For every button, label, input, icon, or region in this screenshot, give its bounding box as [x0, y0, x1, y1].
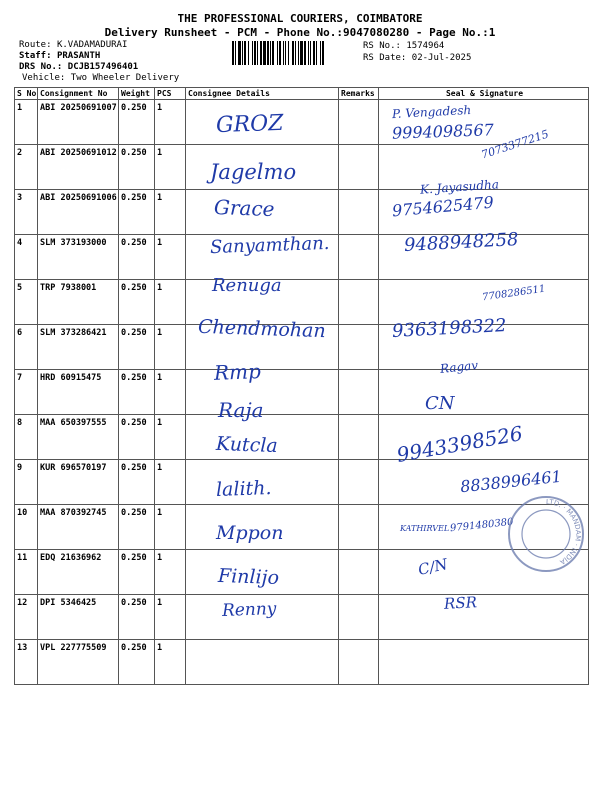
column-header: Seal & Signature: [379, 88, 589, 100]
consignment-cell: ABI 20250691012: [38, 145, 119, 190]
pcs-cell: 1: [155, 190, 186, 235]
svg-text:LTD. · MANDAM · INDIA: LTD. · MANDAM · INDIA: [545, 497, 583, 567]
consignee-details-cell: [186, 595, 339, 640]
consignment-cell: TRP 7938001: [38, 280, 119, 325]
consignment-cell: VPL 227775509: [38, 640, 119, 685]
barcode-bar: [285, 41, 286, 65]
vehicle-value: Two Wheeler Delivery: [70, 73, 180, 83]
barcode-bar: [263, 41, 266, 65]
consignee-signature: Chendmohan: [197, 315, 327, 343]
weight-cell: 0.250: [119, 370, 155, 415]
sno-cell: 11: [15, 550, 38, 595]
pcs-cell: 1: [155, 370, 186, 415]
barcode-bar: [248, 41, 249, 65]
consignee-signature: Grace: [213, 194, 275, 222]
table-row: [15, 595, 589, 640]
consignment-cell: HRD 60915475: [38, 370, 119, 415]
route-label: Route:: [19, 40, 52, 50]
weight-cell: 0.250: [119, 325, 155, 370]
consignee-details-cell: [186, 145, 339, 190]
rs-no-line: [363, 41, 444, 51]
column-header: S No: [15, 88, 38, 100]
barcode-bar: [257, 41, 258, 65]
consignee-signature: lalith.: [215, 477, 272, 501]
table-row: [15, 550, 589, 595]
weight-cell: 0.250: [119, 640, 155, 685]
drs-label: DRS No.:: [19, 62, 63, 72]
seal-signature-cell: [379, 370, 589, 415]
rs-date-label: RS Date:: [363, 53, 407, 63]
table-row: [15, 460, 589, 505]
column-header: Consignment No: [38, 88, 119, 100]
drs-value: DCJB157496401: [67, 62, 139, 72]
pcs-cell: 1: [155, 595, 186, 640]
barcode-bar: [322, 41, 324, 65]
column-header: Consignee Details: [186, 88, 339, 100]
pcs-cell: 1: [155, 145, 186, 190]
column-header: Weight: [119, 88, 155, 100]
barcode-bar: [304, 41, 306, 65]
barcode-bar: [260, 41, 262, 65]
sno-cell: 3: [15, 190, 38, 235]
consignee-details-cell: [186, 640, 339, 685]
company-seal-stamp: [506, 494, 586, 574]
pcs-cell: 1: [155, 460, 186, 505]
seal-signature-mark: KATHIRVEL: [400, 524, 450, 533]
rs-no-label: RS No.:: [363, 41, 401, 51]
sno-cell: 6: [15, 325, 38, 370]
barcode-bar: [320, 41, 321, 65]
consignment-cell: DPI 5346425: [38, 595, 119, 640]
consignee-signature: Jagelmo: [210, 160, 297, 184]
consignment-cell: ABI 20250691007: [38, 100, 119, 145]
remarks-cell: [339, 370, 379, 415]
table-row: [15, 145, 589, 190]
consignee-signature: Finlijo: [217, 564, 280, 590]
consignee-details-cell: [186, 232, 339, 280]
consignee-signature: GROZ: [215, 110, 284, 139]
sno-cell: 2: [15, 145, 38, 190]
pcs-cell: 1: [155, 235, 186, 280]
table-row: [15, 505, 589, 550]
pcs-cell: 1: [155, 415, 186, 460]
barcode-bar: [288, 41, 289, 65]
barcode-bar: [316, 41, 317, 65]
table-row: [15, 280, 589, 325]
barcode-bar: [308, 41, 309, 65]
consignee-details-cell: [186, 550, 339, 595]
runsheet-subtitle: Delivery Runsheet - PCM - Phone No.:9047080280 - Page No.:1: [104, 26, 496, 39]
table-row: [15, 415, 589, 460]
staff-line: [19, 51, 100, 61]
table-row: [15, 235, 589, 280]
seal-signature-mark: 7708286511: [481, 283, 547, 304]
barcode-bar: [283, 41, 284, 65]
sno-cell: 7: [15, 370, 38, 415]
consignee-details-cell: [186, 100, 339, 145]
column-header: PCS: [155, 88, 186, 100]
barcode: [232, 41, 356, 65]
consignee-details-cell: [186, 415, 339, 460]
remarks-cell: [339, 550, 379, 595]
consignment-cell: ABI 20250691006: [38, 190, 119, 235]
remarks-cell: [339, 145, 379, 190]
barcode-bar: [232, 41, 234, 65]
barcode-bar: [279, 41, 281, 65]
consignee-signature: Rmp: [213, 359, 262, 385]
company-title: THE PROFESSIONAL COURIERS, COIMBATORE: [177, 12, 423, 25]
sno-cell: 1: [15, 100, 38, 145]
remarks-cell: [339, 415, 379, 460]
weight-cell: 0.250: [119, 415, 155, 460]
remarks-cell: [339, 190, 379, 235]
barcode-bar: [310, 41, 311, 65]
weight-cell: 0.250: [119, 460, 155, 505]
seal-signature-cell: [379, 415, 589, 460]
consignee-signature: Raja: [218, 398, 264, 422]
sno-cell: 13: [15, 640, 38, 685]
barcode-bar: [272, 41, 274, 65]
barcode-bar: [313, 41, 315, 65]
seal-signature-mark: 9363198322: [391, 315, 508, 342]
consignee-details-cell: [186, 505, 339, 550]
barcode-bar: [244, 41, 246, 65]
seal-signature-mark: 7073377215: [479, 127, 551, 162]
staff-label: Staff:: [19, 51, 52, 61]
barcode-bar: [300, 41, 303, 65]
barcode-bar: [295, 41, 296, 65]
table-row: [15, 190, 589, 235]
consignee-details-cell: [186, 190, 339, 235]
remarks-cell: [339, 460, 379, 505]
seal-signature-mark: RSR: [443, 593, 478, 613]
seal-signature-cell: [379, 280, 589, 325]
vehicle-label: Vehicle:: [22, 73, 66, 83]
barcode-bar: [242, 41, 243, 65]
consignee-signature: Sanyamthan.: [209, 232, 330, 259]
sno-cell: 4: [15, 235, 38, 280]
table-row: [15, 370, 589, 415]
seal-signature-cell: [379, 235, 589, 280]
weight-cell: 0.250: [119, 550, 155, 595]
vehicle-line: [22, 73, 179, 83]
seal-signature-mark: CN: [425, 393, 455, 414]
consignee-details-cell: [186, 460, 339, 505]
pcs-cell: 1: [155, 550, 186, 595]
table-row: [15, 100, 589, 145]
consignment-cell: SLM 373193000: [38, 235, 119, 280]
barcode-bar: [298, 41, 299, 65]
consignment-cell: MAA 870392745: [38, 505, 119, 550]
remarks-cell: [339, 325, 379, 370]
remarks-cell: [339, 235, 379, 280]
barcode-bar: [254, 41, 256, 65]
runsheet-table: [14, 87, 589, 685]
consignee-signature: Mppon: [216, 522, 284, 544]
rs-date-line: [363, 53, 471, 63]
consignee-signature: Renny: [221, 599, 277, 621]
weight-cell: 0.250: [119, 190, 155, 235]
consignee-details-cell: [186, 280, 339, 325]
barcode-bar: [252, 41, 253, 65]
consignment-cell: MAA 650397555: [38, 415, 119, 460]
barcode-bar: [238, 41, 241, 65]
rs-no-value: 1574964: [406, 41, 445, 51]
barcode-bar: [277, 41, 278, 65]
remarks-cell: [339, 100, 379, 145]
consignee-signature: Kutcla: [215, 432, 279, 458]
route-line: [19, 40, 127, 50]
seal-signature-cell: [379, 325, 589, 370]
seal-signature-cell: [379, 595, 589, 640]
rs-date-value: 02-Jul-2025: [411, 53, 472, 63]
column-header: Remarks: [339, 88, 379, 100]
consignment-cell: EDQ 21636962: [38, 550, 119, 595]
pcs-cell: 1: [155, 100, 186, 145]
weight-cell: 0.250: [119, 100, 155, 145]
seal-signature-mark: 9754625479: [391, 192, 495, 221]
seal-signature-mark: 9791480380: [449, 516, 515, 535]
sno-cell: 8: [15, 415, 38, 460]
consignee-signature: Renuga: [212, 275, 282, 296]
seal-signature-mark: K. Jayasudha: [419, 177, 500, 197]
remarks-cell: [339, 595, 379, 640]
table-header-row: [15, 88, 589, 100]
pcs-cell: 1: [155, 505, 186, 550]
seal-signature-cell: [379, 640, 589, 685]
seal-signature-mark: 8838996461: [459, 466, 563, 497]
weight-cell: 0.250: [119, 505, 155, 550]
pcs-cell: 1: [155, 640, 186, 685]
drs-line: [19, 62, 138, 72]
seal-signature-cell: [379, 100, 589, 145]
pcs-cell: 1: [155, 325, 186, 370]
route-value: K.VADAMADURAI: [56, 40, 128, 50]
remarks-cell: [339, 505, 379, 550]
consignee-details-cell: [186, 370, 339, 415]
seal-signature-mark: Ragav: [439, 358, 479, 376]
barcode-bar: [267, 41, 269, 65]
consignment-cell: KUR 696570197: [38, 460, 119, 505]
remarks-cell: [339, 640, 379, 685]
sno-cell: 5: [15, 280, 38, 325]
sno-cell: 12: [15, 595, 38, 640]
table-row: [15, 640, 589, 685]
barcode-bar: [292, 41, 294, 65]
staff-value: PRASANTH: [56, 51, 101, 61]
sno-cell: 10: [15, 505, 38, 550]
weight-cell: 0.250: [119, 235, 155, 280]
seal-signature-cell: [379, 145, 589, 190]
remarks-cell: [339, 280, 379, 325]
barcode-bar: [235, 41, 236, 65]
barcode-bar: [270, 41, 271, 65]
table-row: [15, 325, 589, 370]
consignment-cell: SLM 373286421: [38, 325, 119, 370]
seal-signature-mark: 9943398526: [394, 421, 525, 467]
seal-signature-mark: C/N: [416, 555, 450, 579]
seal-signature-cell: [379, 190, 589, 235]
weight-cell: 0.250: [119, 595, 155, 640]
weight-cell: 0.250: [119, 280, 155, 325]
seal-signature-mark: 9488948258: [403, 229, 520, 256]
seal-signature-mark: 9994098567: [391, 120, 495, 143]
consignee-details-cell: [186, 325, 339, 370]
weight-cell: 0.250: [119, 145, 155, 190]
seal-signature-mark: P. Vengadesh: [391, 102, 472, 122]
pcs-cell: 1: [155, 280, 186, 325]
sno-cell: 9: [15, 460, 38, 505]
